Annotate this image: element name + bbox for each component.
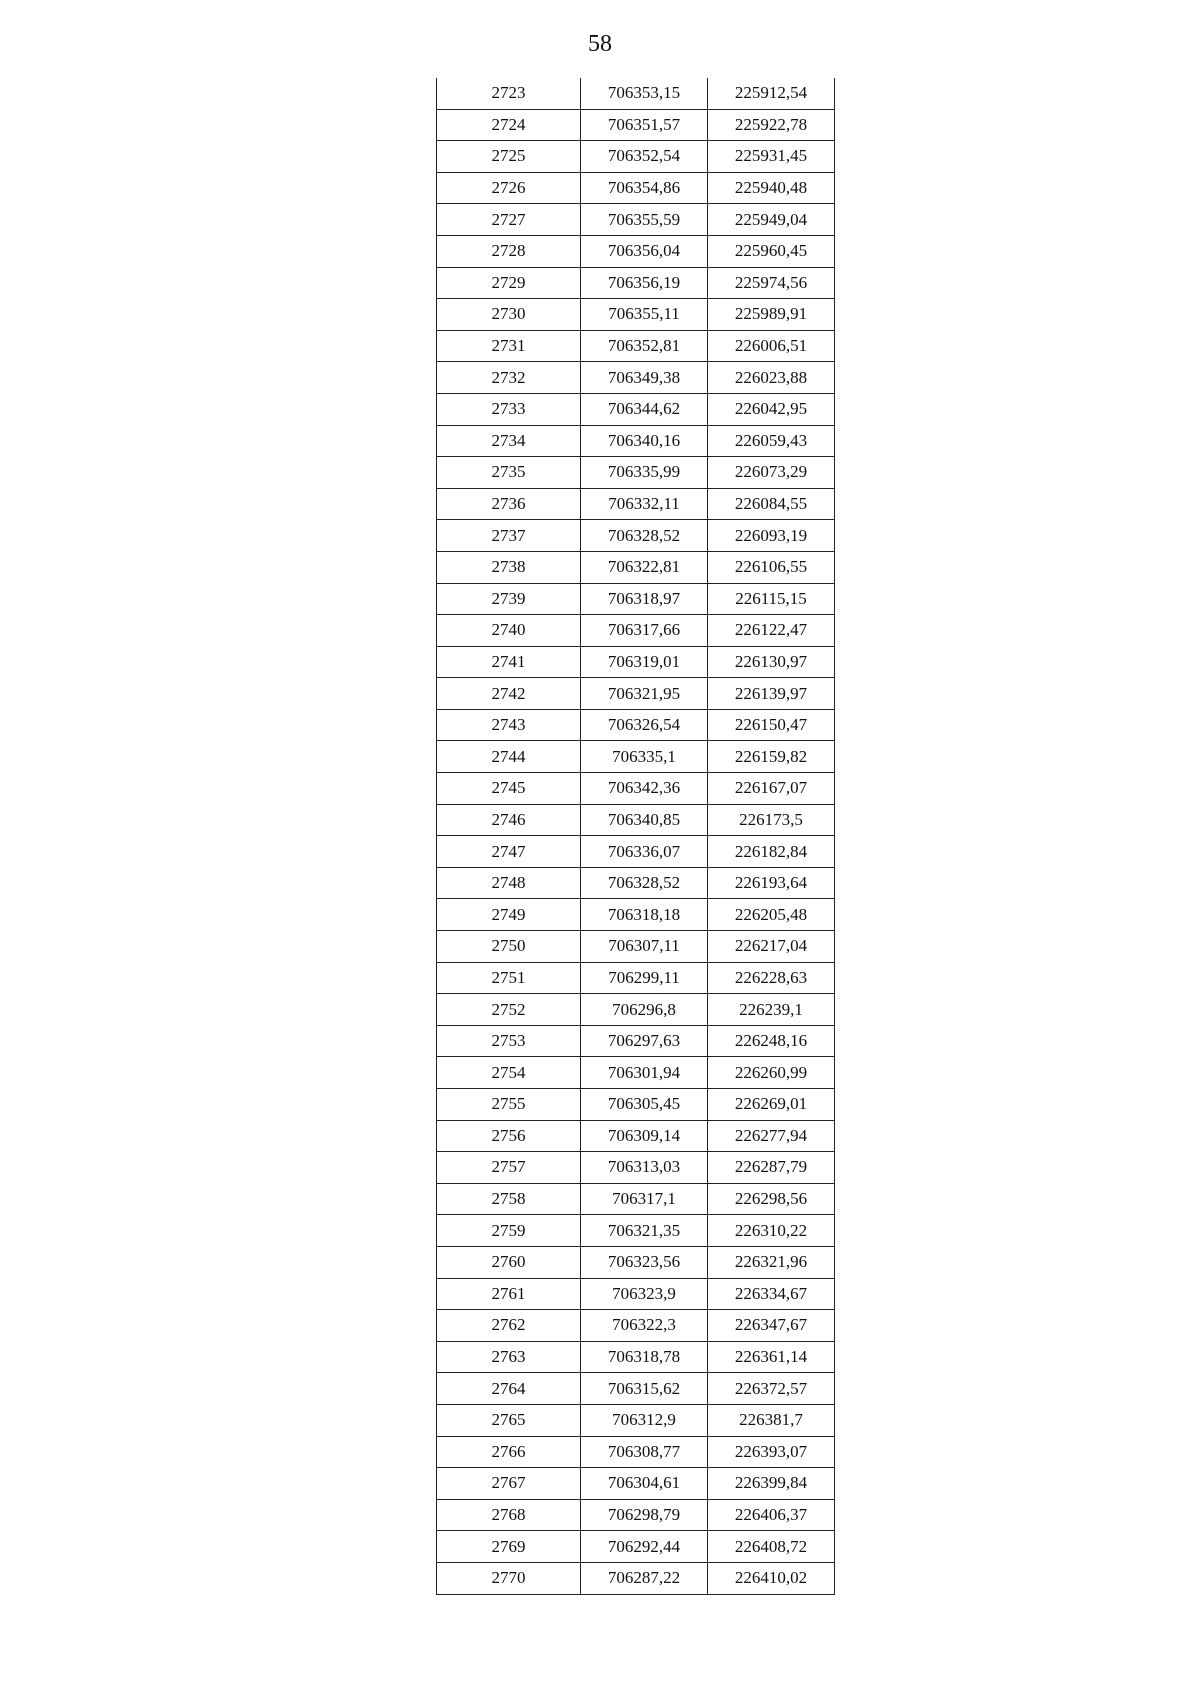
y-coordinate-cell: 226269,01 [708, 1089, 835, 1121]
x-coordinate-cell: 706318,97 [581, 583, 708, 615]
y-coordinate-cell: 226277,94 [708, 1120, 835, 1152]
table-row [437, 1436, 835, 1468]
x-coordinate-cell: 706313,03 [581, 1152, 708, 1184]
point-number-cell: 2726 [437, 172, 581, 204]
x-coordinate-cell: 706307,11 [581, 931, 708, 963]
table-row [437, 615, 835, 647]
x-coordinate-cell: 706287,22 [581, 1562, 708, 1594]
point-number-cell: 2753 [437, 1025, 581, 1057]
point-number-cell: 2728 [437, 235, 581, 267]
point-number-cell: 2754 [437, 1057, 581, 1089]
y-coordinate-cell: 226182,84 [708, 836, 835, 868]
x-coordinate-cell: 706328,52 [581, 520, 708, 552]
x-coordinate-cell: 706323,9 [581, 1278, 708, 1310]
table-row [437, 709, 835, 741]
y-coordinate-cell: 226205,48 [708, 899, 835, 931]
table-row [437, 678, 835, 710]
x-coordinate-cell: 706318,78 [581, 1341, 708, 1373]
y-coordinate-cell: 226260,99 [708, 1057, 835, 1089]
point-number-cell: 2742 [437, 678, 581, 710]
y-coordinate-cell: 225960,45 [708, 235, 835, 267]
table-row [437, 78, 835, 109]
x-coordinate-cell: 706356,04 [581, 235, 708, 267]
y-coordinate-cell: 226399,84 [708, 1468, 835, 1500]
y-coordinate-cell: 226410,02 [708, 1562, 835, 1594]
x-coordinate-cell: 706335,99 [581, 457, 708, 489]
y-coordinate-cell: 226406,37 [708, 1499, 835, 1531]
y-coordinate-cell: 226073,29 [708, 457, 835, 489]
y-coordinate-cell: 226217,04 [708, 931, 835, 963]
point-number-cell: 2765 [437, 1404, 581, 1436]
table-row [437, 1499, 835, 1531]
x-coordinate-cell: 706352,81 [581, 330, 708, 362]
point-number-cell: 2760 [437, 1246, 581, 1278]
y-coordinate-cell: 225989,91 [708, 299, 835, 331]
x-coordinate-cell: 706315,62 [581, 1373, 708, 1405]
y-coordinate-cell: 226106,55 [708, 551, 835, 583]
table-row [437, 1152, 835, 1184]
table-row [437, 931, 835, 963]
table-row [437, 1468, 835, 1500]
x-coordinate-cell: 706323,56 [581, 1246, 708, 1278]
y-coordinate-cell: 226310,22 [708, 1215, 835, 1247]
x-coordinate-cell: 706356,19 [581, 267, 708, 299]
point-number-cell: 2724 [437, 109, 581, 141]
y-coordinate-cell: 226193,64 [708, 867, 835, 899]
table-row [437, 773, 835, 805]
y-coordinate-cell: 226130,97 [708, 646, 835, 678]
x-coordinate-cell: 706352,54 [581, 141, 708, 173]
y-coordinate-cell: 226159,82 [708, 741, 835, 773]
point-number-cell: 2763 [437, 1341, 581, 1373]
table-row [437, 1341, 835, 1373]
table-row [437, 330, 835, 362]
point-number-cell: 2750 [437, 931, 581, 963]
table-row [437, 1310, 835, 1342]
point-number-cell: 2730 [437, 299, 581, 331]
table-row [437, 646, 835, 678]
x-coordinate-cell: 706318,18 [581, 899, 708, 931]
point-number-cell: 2768 [437, 1499, 581, 1531]
y-coordinate-cell: 225974,56 [708, 267, 835, 299]
x-coordinate-cell: 706292,44 [581, 1531, 708, 1563]
point-number-cell: 2762 [437, 1310, 581, 1342]
y-coordinate-cell: 226381,7 [708, 1404, 835, 1436]
page-number: 58 [588, 31, 612, 57]
table-row [437, 1278, 835, 1310]
point-number-cell: 2759 [437, 1215, 581, 1247]
y-coordinate-cell: 226139,97 [708, 678, 835, 710]
point-number-cell: 2743 [437, 709, 581, 741]
table-row [437, 235, 835, 267]
table-body [437, 78, 835, 1594]
table-row [437, 1246, 835, 1278]
y-coordinate-cell: 226321,96 [708, 1246, 835, 1278]
x-coordinate-cell: 706299,11 [581, 962, 708, 994]
y-coordinate-cell: 226228,63 [708, 962, 835, 994]
coordinates-table [436, 78, 835, 1595]
x-coordinate-cell: 706326,54 [581, 709, 708, 741]
point-number-cell: 2740 [437, 615, 581, 647]
point-number-cell: 2752 [437, 994, 581, 1026]
point-number-cell: 2727 [437, 204, 581, 236]
y-coordinate-cell: 226393,07 [708, 1436, 835, 1468]
table-row [437, 994, 835, 1026]
point-number-cell: 2735 [437, 457, 581, 489]
point-number-cell: 2744 [437, 741, 581, 773]
table-row [437, 204, 835, 236]
y-coordinate-cell: 226059,43 [708, 425, 835, 457]
x-coordinate-cell: 706349,38 [581, 362, 708, 394]
table-row [437, 962, 835, 994]
y-coordinate-cell: 225922,78 [708, 109, 835, 141]
x-coordinate-cell: 706312,9 [581, 1404, 708, 1436]
y-coordinate-cell: 226023,88 [708, 362, 835, 394]
x-coordinate-cell: 706340,85 [581, 804, 708, 836]
y-coordinate-cell: 226334,67 [708, 1278, 835, 1310]
table-row [437, 583, 835, 615]
point-number-cell: 2731 [437, 330, 581, 362]
x-coordinate-cell: 706353,15 [581, 78, 708, 109]
table-row [437, 867, 835, 899]
table-row [437, 1531, 835, 1563]
x-coordinate-cell: 706351,57 [581, 109, 708, 141]
point-number-cell: 2737 [437, 520, 581, 552]
table-row [437, 1120, 835, 1152]
point-number-cell: 2739 [437, 583, 581, 615]
x-coordinate-cell: 706355,11 [581, 299, 708, 331]
y-coordinate-cell: 226006,51 [708, 330, 835, 362]
point-number-cell: 2732 [437, 362, 581, 394]
x-coordinate-cell: 706332,11 [581, 488, 708, 520]
x-coordinate-cell: 706328,52 [581, 867, 708, 899]
table-row [437, 1089, 835, 1121]
table-row [437, 520, 835, 552]
y-coordinate-cell: 226372,57 [708, 1373, 835, 1405]
x-coordinate-cell: 706340,16 [581, 425, 708, 457]
y-coordinate-cell: 225931,45 [708, 141, 835, 173]
table-row [437, 362, 835, 394]
table-row [437, 1373, 835, 1405]
point-number-cell: 2766 [437, 1436, 581, 1468]
table-row [437, 109, 835, 141]
point-number-cell: 2729 [437, 267, 581, 299]
y-coordinate-cell: 226093,19 [708, 520, 835, 552]
x-coordinate-cell: 706317,1 [581, 1183, 708, 1215]
x-coordinate-cell: 706309,14 [581, 1120, 708, 1152]
table-row [437, 836, 835, 868]
y-coordinate-cell: 226167,07 [708, 773, 835, 805]
point-number-cell: 2745 [437, 773, 581, 805]
x-coordinate-cell: 706321,35 [581, 1215, 708, 1247]
point-number-cell: 2734 [437, 425, 581, 457]
y-coordinate-cell: 225912,54 [708, 78, 835, 109]
point-number-cell: 2747 [437, 836, 581, 868]
y-coordinate-cell: 226408,72 [708, 1531, 835, 1563]
y-coordinate-cell: 226115,15 [708, 583, 835, 615]
table-row [437, 267, 835, 299]
point-number-cell: 2749 [437, 899, 581, 931]
point-number-cell: 2769 [437, 1531, 581, 1563]
x-coordinate-cell: 706301,94 [581, 1057, 708, 1089]
y-coordinate-cell: 226298,56 [708, 1183, 835, 1215]
y-coordinate-cell: 226287,79 [708, 1152, 835, 1184]
x-coordinate-cell: 706335,1 [581, 741, 708, 773]
point-number-cell: 2764 [437, 1373, 581, 1405]
x-coordinate-cell: 706298,79 [581, 1499, 708, 1531]
y-coordinate-cell: 226361,14 [708, 1341, 835, 1373]
point-number-cell: 2767 [437, 1468, 581, 1500]
point-number-cell: 2770 [437, 1562, 581, 1594]
table-row [437, 804, 835, 836]
x-coordinate-cell: 706319,01 [581, 646, 708, 678]
x-coordinate-cell: 706321,95 [581, 678, 708, 710]
x-coordinate-cell: 706297,63 [581, 1025, 708, 1057]
table-row [437, 551, 835, 583]
x-coordinate-cell: 706344,62 [581, 393, 708, 425]
x-coordinate-cell: 706305,45 [581, 1089, 708, 1121]
x-coordinate-cell: 706317,66 [581, 615, 708, 647]
table-row [437, 457, 835, 489]
table-row [437, 1057, 835, 1089]
y-coordinate-cell: 226173,5 [708, 804, 835, 836]
y-coordinate-cell: 226150,47 [708, 709, 835, 741]
point-number-cell: 2723 [437, 78, 581, 109]
y-coordinate-cell: 226084,55 [708, 488, 835, 520]
y-coordinate-cell: 225949,04 [708, 204, 835, 236]
y-coordinate-cell: 226347,67 [708, 1310, 835, 1342]
table-row [437, 741, 835, 773]
point-number-cell: 2757 [437, 1152, 581, 1184]
table-row [437, 299, 835, 331]
y-coordinate-cell: 225940,48 [708, 172, 835, 204]
point-number-cell: 2758 [437, 1183, 581, 1215]
y-coordinate-cell: 226122,47 [708, 615, 835, 647]
table-row [437, 899, 835, 931]
table-row [437, 1562, 835, 1594]
y-coordinate-cell: 226042,95 [708, 393, 835, 425]
x-coordinate-cell: 706322,81 [581, 551, 708, 583]
point-number-cell: 2736 [437, 488, 581, 520]
point-number-cell: 2756 [437, 1120, 581, 1152]
x-coordinate-cell: 706355,59 [581, 204, 708, 236]
x-coordinate-cell: 706304,61 [581, 1468, 708, 1500]
x-coordinate-cell: 706354,86 [581, 172, 708, 204]
point-number-cell: 2751 [437, 962, 581, 994]
table-row [437, 1404, 835, 1436]
x-coordinate-cell: 706322,3 [581, 1310, 708, 1342]
x-coordinate-cell: 706336,07 [581, 836, 708, 868]
table-row [437, 172, 835, 204]
table-row [437, 1025, 835, 1057]
point-number-cell: 2746 [437, 804, 581, 836]
point-number-cell: 2741 [437, 646, 581, 678]
table-row [437, 141, 835, 173]
point-number-cell: 2761 [437, 1278, 581, 1310]
y-coordinate-cell: 226248,16 [708, 1025, 835, 1057]
x-coordinate-cell: 706308,77 [581, 1436, 708, 1468]
table-row [437, 393, 835, 425]
x-coordinate-cell: 706342,36 [581, 773, 708, 805]
point-number-cell: 2748 [437, 867, 581, 899]
table-row [437, 488, 835, 520]
table-row [437, 1215, 835, 1247]
y-coordinate-cell: 226239,1 [708, 994, 835, 1026]
x-coordinate-cell: 706296,8 [581, 994, 708, 1026]
point-number-cell: 2738 [437, 551, 581, 583]
table-row [437, 425, 835, 457]
point-number-cell: 2725 [437, 141, 581, 173]
point-number-cell: 2733 [437, 393, 581, 425]
table-row [437, 1183, 835, 1215]
point-number-cell: 2755 [437, 1089, 581, 1121]
